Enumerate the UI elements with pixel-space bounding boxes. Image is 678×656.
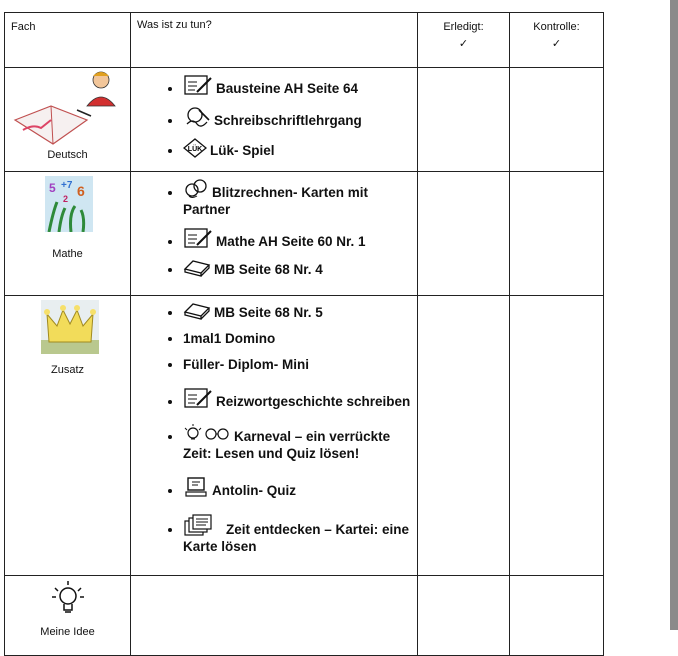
task-cell — [131, 172, 418, 296]
checkmark-icon: ✓ — [551, 38, 562, 50]
task-cell — [131, 296, 418, 576]
task-text: MB Seite 68 Nr. 4 — [214, 262, 323, 277]
done-cell[interactable] — [418, 576, 510, 656]
header-done-label: Erledigt: — [443, 21, 484, 33]
crown-picture — [41, 300, 99, 354]
list-item — [183, 178, 417, 218]
svg-text:6: 6 — [77, 183, 85, 199]
list-item — [183, 387, 417, 410]
task-text: Reizwortgeschichte schreiben — [216, 394, 411, 409]
child-writing-picture — [13, 70, 129, 148]
header-row — [5, 13, 604, 68]
list-item — [183, 330, 417, 347]
control-cell[interactable] — [510, 576, 604, 656]
svg-text:5: 5 — [49, 181, 56, 195]
book-icon — [183, 259, 211, 277]
svg-text:+7: +7 — [61, 180, 73, 191]
list-item — [183, 259, 417, 278]
list-item — [183, 74, 417, 97]
list-item — [183, 227, 417, 250]
row-zusatz — [5, 296, 604, 576]
writing-icon — [183, 387, 213, 409]
subject-cell — [5, 576, 131, 656]
task-list — [131, 74, 417, 159]
svg-text:2: 2 — [63, 194, 69, 204]
header-done — [418, 13, 510, 68]
task-text: Antolin- Quiz — [212, 483, 296, 498]
task-text: Karneval – ein verrückte Zeit: Lesen und Quiz lösen! — [183, 429, 391, 461]
cards-icon — [183, 513, 223, 537]
header-control — [510, 13, 604, 68]
task-list — [131, 302, 417, 555]
window-edge — [670, 0, 678, 630]
done-cell[interactable] — [418, 172, 510, 296]
computer-icon — [183, 476, 209, 498]
header-control-label: Kontrolle: — [533, 21, 580, 33]
subject-label: Mathe — [52, 248, 83, 260]
control-cell[interactable] — [510, 296, 604, 576]
task-text: Schreibschriftlehrgang — [214, 113, 362, 128]
task-text: Füller- Diplom- Mini — [183, 357, 309, 372]
control-cell[interactable] — [510, 172, 604, 296]
list-item — [183, 106, 417, 129]
row-meine-idee — [5, 576, 604, 656]
subject-label: Meine Idee — [40, 626, 95, 638]
subject-cell — [5, 296, 131, 576]
task-cell — [131, 68, 418, 172]
row-deutsch — [5, 68, 604, 172]
task-text: Lük- Spiel — [210, 143, 275, 158]
header-task: Was ist zu tun? — [131, 13, 418, 68]
task-text: 1mal1 Domino — [183, 331, 276, 346]
subject-cell — [5, 172, 131, 296]
list-item — [183, 476, 417, 499]
worksheet — [4, 12, 603, 642]
writing-icon — [183, 227, 213, 249]
writing-icon — [183, 74, 213, 96]
task-text: Zeit entdecken – Kartei: eine Karte lösen — [183, 522, 410, 554]
subject-cell — [5, 68, 131, 172]
plan-table — [4, 12, 604, 656]
list-item — [183, 302, 417, 321]
header-subject: Fach — [5, 13, 131, 68]
task-text: Bausteine AH Seite 64 — [216, 81, 359, 96]
task-list — [131, 178, 417, 278]
subject-label: Zusatz — [50, 364, 84, 376]
subject-label: Deutsch — [47, 149, 88, 161]
partner-icon — [183, 178, 209, 200]
list-item — [183, 138, 417, 159]
control-cell[interactable] — [510, 68, 604, 172]
svg-text:LÜK: • LÜK — [187, 146, 203, 153]
done-cell[interactable] — [418, 296, 510, 576]
idea-glasses-icon — [183, 424, 231, 444]
list-item — [183, 424, 417, 462]
numbers-picture — [45, 176, 93, 232]
checkmark-icon: ✓ — [458, 38, 469, 50]
book-icon — [183, 302, 211, 320]
task-text: Mathe AH Seite 60 Nr. 1 — [216, 234, 366, 249]
row-mathe — [5, 172, 604, 296]
handwriting-icon — [183, 106, 211, 128]
lightbulb-picture — [51, 580, 85, 616]
luek-icon — [183, 138, 207, 158]
list-item — [183, 356, 417, 373]
task-cell[interactable] — [131, 576, 418, 656]
task-text: Blitzrechnen- Karten mit Partner — [183, 185, 369, 217]
list-item — [183, 513, 417, 555]
task-text: MB Seite 68 Nr. 5 — [214, 305, 323, 320]
done-cell[interactable] — [418, 68, 510, 172]
